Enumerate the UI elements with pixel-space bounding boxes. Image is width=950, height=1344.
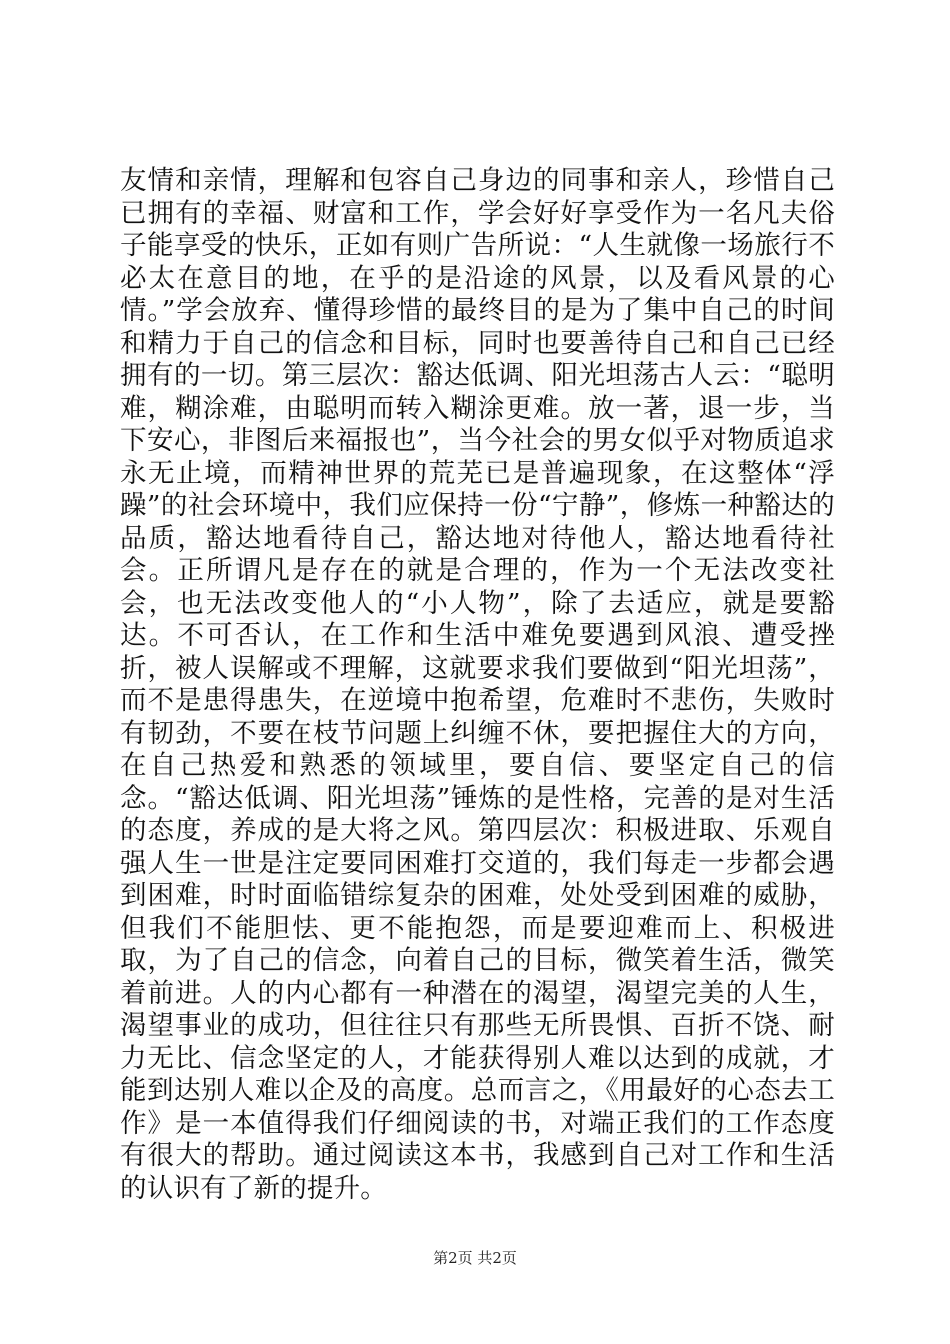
body-paragraph: 友情和亲情，理解和包容自己身边的同事和亲人，珍惜自己已拥有的幸福、财富和工作，学会好好享受作为一名凡夫俗子能享受的快乐，正如有则广告所说：“人生就像一场旅行不必太在意目的地，在乎的是沿途的风景，以及看风景的心情。”学会放弃、懂得珍惜的最终目的是为了集中自己的时间和精力于自己的信念和目标，同时也要善待自己和自己已经拥有的一切。第三层次：豁达低调、阳光坦荡古人云：“聪明难，糊涂难，由聪明而转入糊涂更难。放一著，退一步，当下安心，非图后来福报也”，当今社会的男女似乎对物质追求永无止境，而精神世界的荒芜已是普遍现象，在这整体“浮躁”的社会环境中，我们应保持一份“宁静”，修炼一种豁达的品质，豁达地看待自己，豁达地对待他人，豁达地看待社会。正所谓凡是存在的就是合理的，作为一个无法改变社会，也无法改变他人的“小人物”，除了去适应，就是要豁达。不可否认，在工作和生活中难免要遇到风浪、遭受挫折，被人误解或不理解，这就要求我们要做到“阳光坦荡”，而不是患得患失，在逆境中抱希望，危难时不悲伤，失败时有韧劲，不要在枝节问题上纠缠不休，要把握住大的方向，在自己热爱和熟悉的领域里，要自信、要坚定自己的信念。“豁达低调、阳光坦荡”锤炼的是性格，完善的是对生活的态度，养成的是大将之风。第四层次：积极进取、乐观自强人生一世是注定要同困难打交道的，我们每走一步都会遇到困难，时时面临错综复杂的困难，处处受到困难的威胁，但我们不能胆怯、更不能抱怨，而是要迎难而上、积极进取，为了自己的信念，向着自己的目标，微笑着生活，微笑着前进。人的内心都有一种潜在的渴望，渴望完美的人生，渴望事业的成功，但往往只有那些无所畏惧、百折不饶、耐力无比、信念坚定的人，才能获得别人难以达到的成就，才能到达别人难以企及的高度。总而言之，《用最好的心态去工作》是一本值得我们仔细阅读的书，对端正我们的工作态度有很大的帮助。通过阅读这本书，我感到自己对工作和生活的认识有了新的提升。 [120, 165, 835, 1204]
page-number-footer: 第2页 共2页 [433, 1249, 517, 1267]
